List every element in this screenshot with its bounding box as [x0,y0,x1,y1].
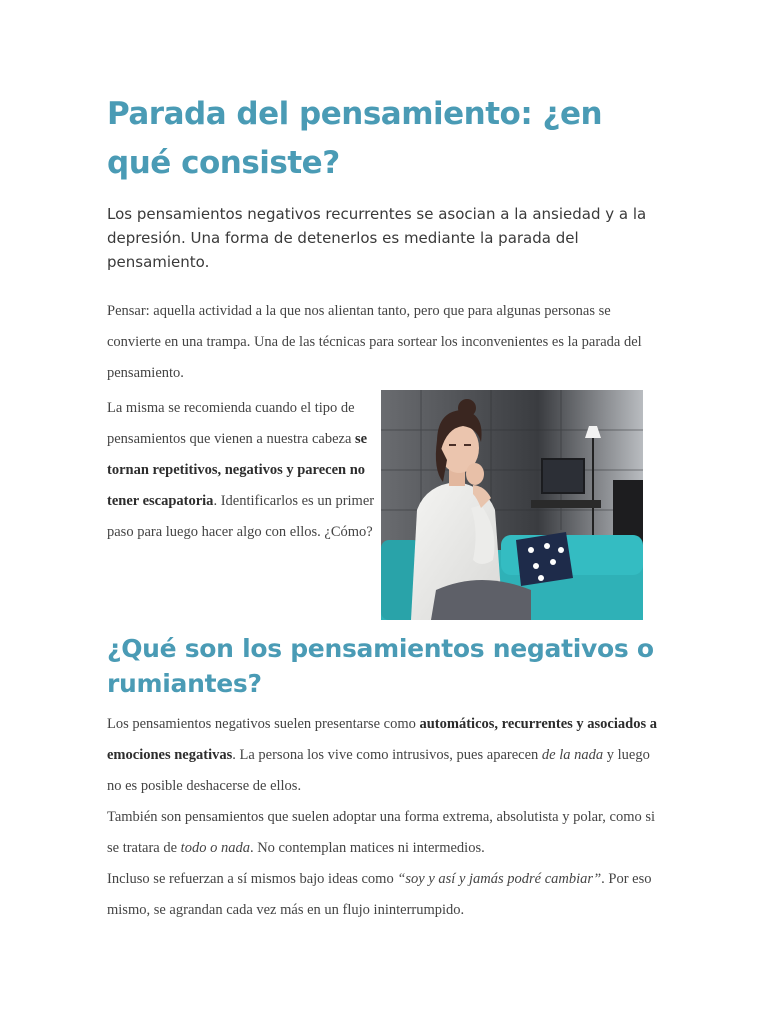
intro-paragraph: Pensar: aquella actividad a la que nos alientan tanto, pero que para algunas personas se convierte en una trampa. Una de las técnicas para sortear los inconvenientes es la parada del pensamiento. [107,303,642,381]
recommendation-text-start: La misma se recomienda cuando el tipo de pensamientos que vienen a nuestra cabeza [107,400,356,447]
section-paragraph [107,709,662,926]
article [107,90,662,926]
section-title: ¿Qué son los pensamientos negativos o rumiantes? [107,634,654,698]
section-p1-italic: de la nada [541,747,604,763]
woman-thinking-photo [381,390,643,620]
section-p1-bold: automáticos, recurrentes y asociados a emociones negativas [107,716,657,763]
recommendation-text-end: . Identificarlos es un primer paso para luego hacer algo con ellos. ¿Cómo? [107,493,375,540]
photo-illustration [381,390,643,620]
section-p1-end: y luego no es posible deshacerse de ellos. [107,747,650,794]
section-p3-start: Incluso se refuerzan a sí mismos bajo ideas como [107,871,398,887]
article-lead: Los pensamientos negativos recurrentes se asocian a la ansiedad y a la depresión. Una forma de detenerlos es mediante la parada del pensamiento. [107,205,647,271]
recommendation-bold: se tornan repetitivos, negativos y parecen no tener escapatoria [107,431,368,509]
text-with-image [107,393,662,631]
recommendation-paragraph [107,393,375,548]
section-p1-start: Los pensamientos negativos suelen presentarse como [107,716,420,732]
section-p2-start: También son pensamientos que suelen adoptar una forma extrema, absolutista y polar, como si se tratara de [107,809,656,856]
section-p2-italic: todo o nada [180,840,250,856]
section-p2-end: . No contemplan matices ni intermedios. [249,840,485,856]
section-p3-end: . Por eso mismo, se agrandan cada vez más en un flujo ininterrumpido. [107,871,652,918]
page-title: Parada del pensamiento: ¿en qué consiste? [107,96,603,181]
section-p3-italic: “soy y así y jamás podré cambiar” [397,871,602,887]
section-p1-mid: . La persona los vive como intrusivos, pues aparecen [232,747,542,763]
